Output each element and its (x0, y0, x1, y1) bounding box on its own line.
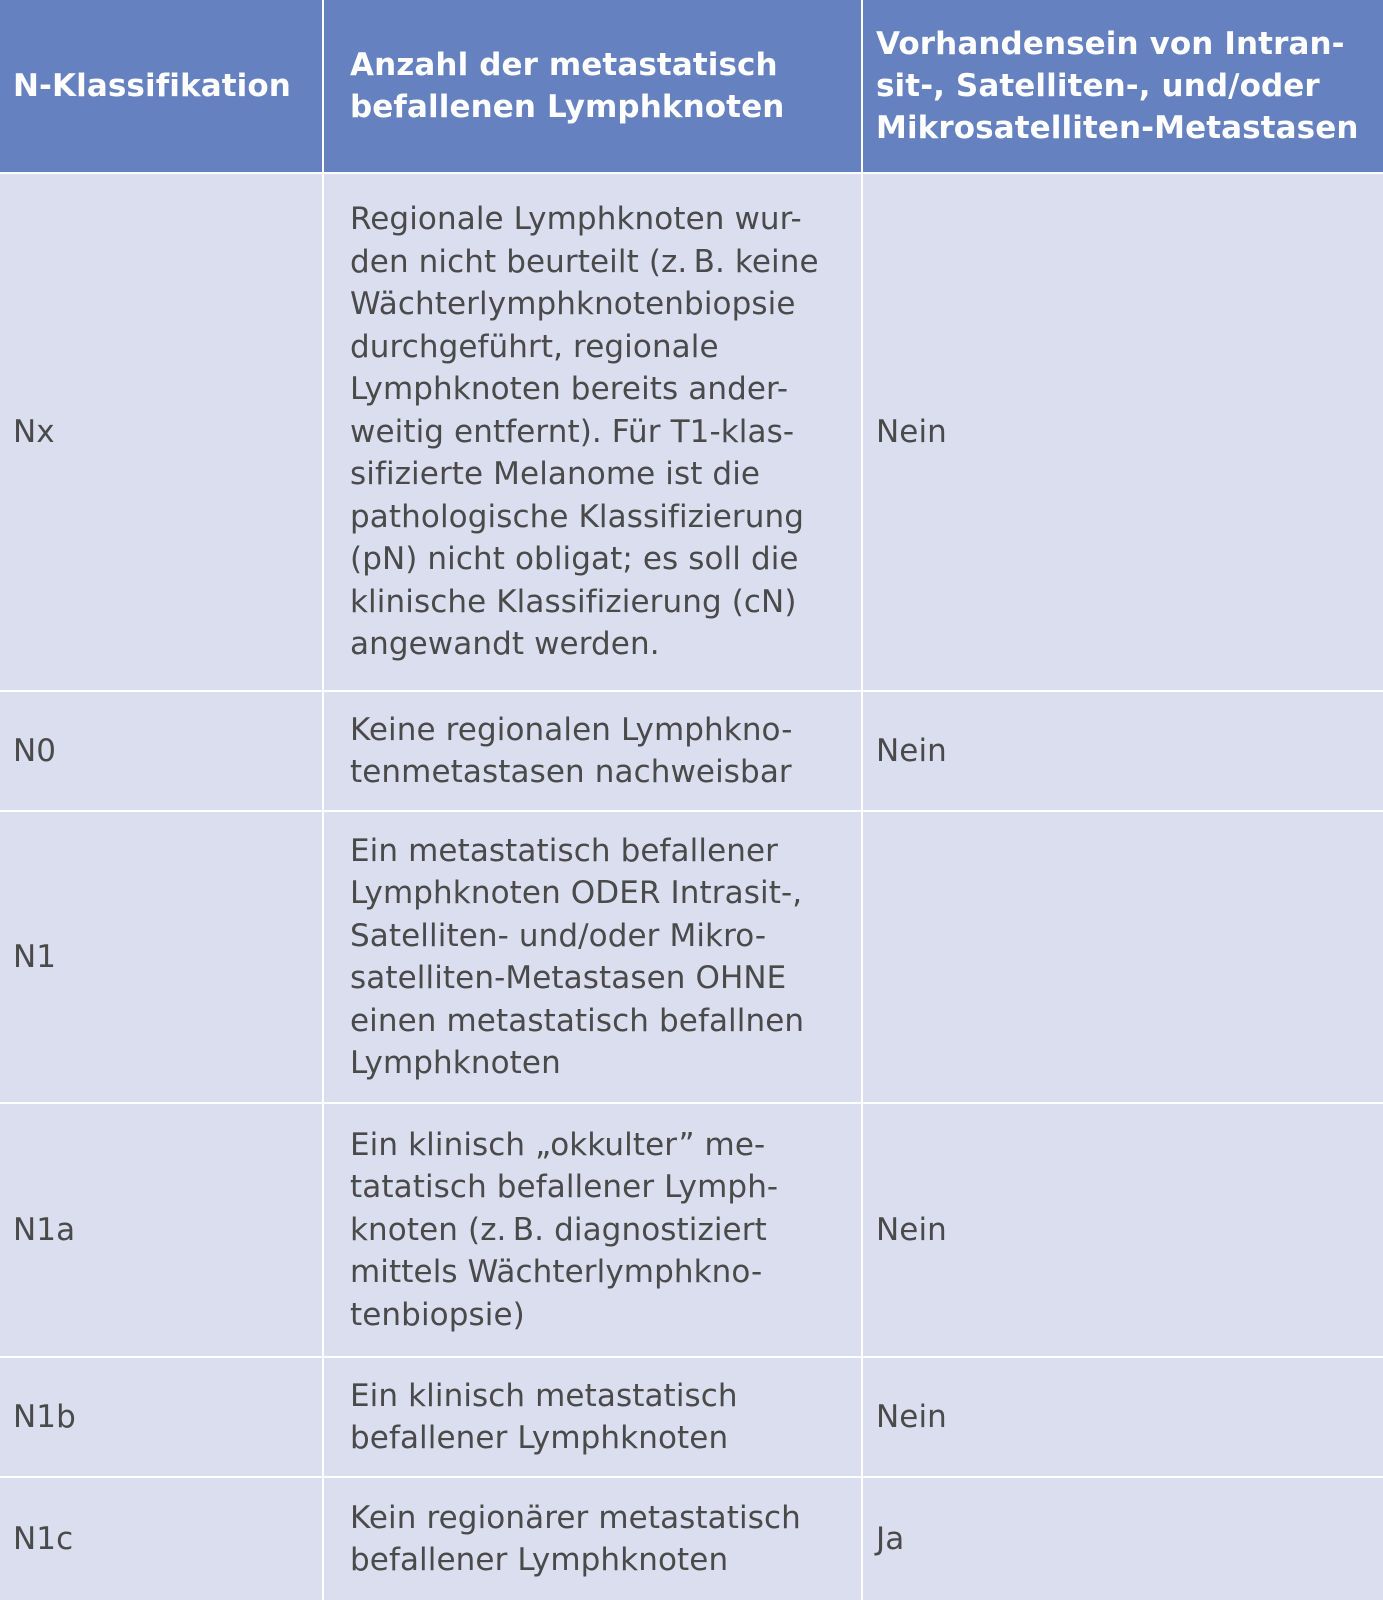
row-n1c-anzahl: Kein regionärer metastatisch befallener Lymphknoten (324, 1478, 863, 1600)
row-n1c-vorhandensein: Ja (863, 1478, 1383, 1600)
row-nx-klassifikation: Nx (0, 174, 324, 692)
row-n1a-vorhandensein: Nein (863, 1104, 1383, 1358)
header-vorhandensein-metastasen: Vorhandensein von Intran- sit-, Satelliten-, und/oder Mikrosatelliten-Metastasen (863, 0, 1383, 174)
row-n1-klassifikation: N1 (0, 812, 324, 1104)
row-n1b-vorhandensein: Nein (863, 1358, 1383, 1478)
row-n1b-klassifikation: N1b (0, 1358, 324, 1478)
row-n1a-klassifikation: N1a (0, 1104, 324, 1358)
row-nx-vorhandensein: Nein (863, 174, 1383, 692)
header-anzahl-lymphknoten: Anzahl der metastatisch befallenen Lymphknoten (324, 0, 863, 174)
row-n1b-anzahl: Ein klinisch metastatisch befallener Lymphknoten (324, 1358, 863, 1478)
row-n1c-klassifikation: N1c (0, 1478, 324, 1600)
row-n0-anzahl: Keine regionalen Lymphkno- tenmetastasen nachweisbar (324, 692, 863, 812)
row-n1a-anzahl: Ein klinisch „okkulter” me- tatatisch befallener Lymph- knoten (z. B. diagnostiziert mittels Wächterlymphkno- tenbiopsie) (324, 1104, 863, 1358)
row-nx-anzahl: Regionale Lymphknoten wur- den nicht beurteilt (z. B. keine Wächterlymphknotenbiopsie durchgeführt, regionale Lymphknoten bereits ander- weitig entfernt). Für T1-klas- sifizierte Melanome ist die pathologische Klassifizierung (pN) nicht obligat; es soll die klinische Klassifizierung (cN) angewandt werden. (324, 174, 863, 692)
row-n0-vorhandensein: Nein (863, 692, 1383, 812)
row-n0-klassifikation: N0 (0, 692, 324, 812)
row-n1-vorhandensein (863, 812, 1383, 1104)
row-n1-anzahl: Ein metastatisch befallener Lymphknoten ODER Intrasit-, Satelliten- und/oder Mikro- satelliten-Metastasen OHNE einen metastatisch befallnen Lymphknoten (324, 812, 863, 1104)
header-n-klassifikation: N-Klassifikation (0, 0, 324, 174)
